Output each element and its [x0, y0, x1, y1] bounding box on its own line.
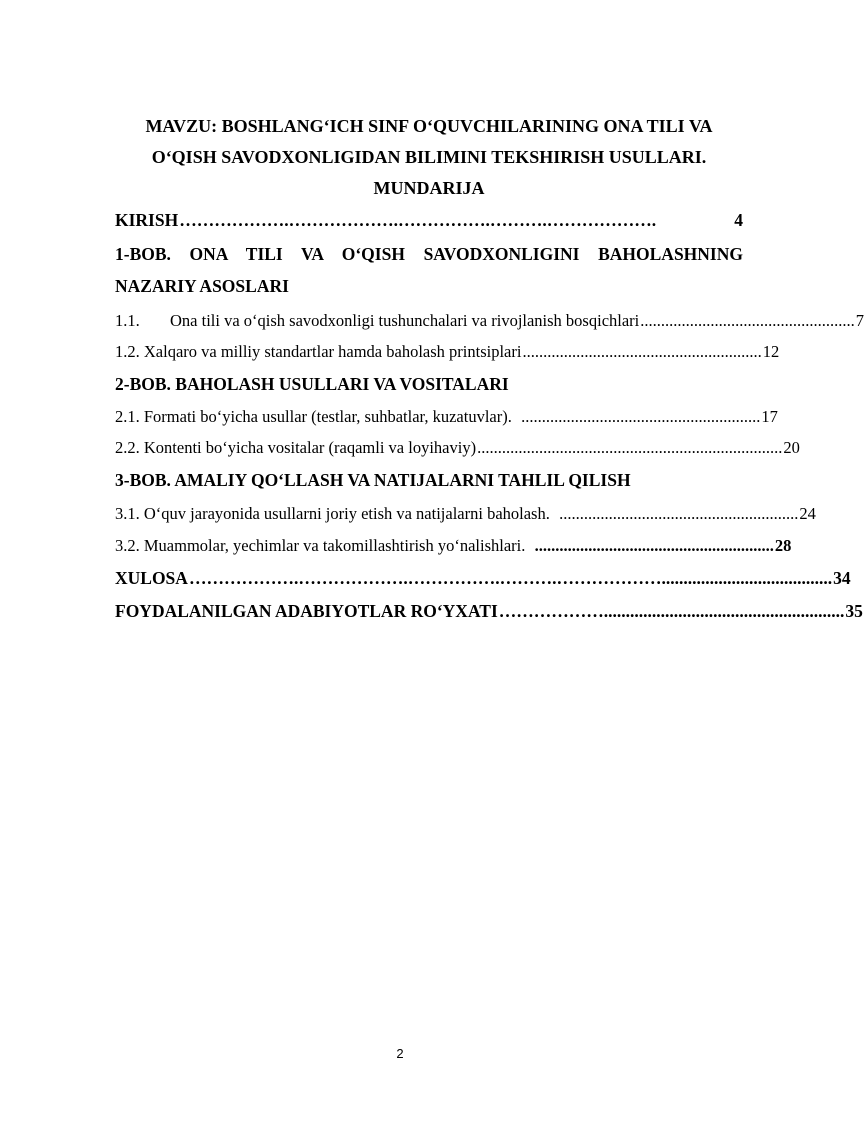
toc-page-number: 20 — [783, 438, 800, 457]
toc-entry-1-2[interactable] — [115, 342, 780, 362]
toc-entry-label: FOYDALANILGAN ADABIYOTLAR RO‘YXATI — [115, 601, 498, 621]
toc-entry-2-2[interactable] — [115, 438, 800, 458]
toc-dot-leader: .......................................................... — [559, 504, 799, 523]
topic-title-line-2: O‘QISH SAVODXONLIGIDAN BILIMINI TEKSHIRISH USULLARI. — [151, 147, 707, 167]
toc-entry-1-1[interactable] — [115, 311, 864, 331]
topic-title-line-1: MAVZU: BOSHLANG‘ICH SINF O‘QUVCHILARINING ONA TILI VA — [145, 116, 713, 136]
toc-entry-label: XULOSA — [115, 568, 188, 588]
toc-page-number: 12 — [762, 342, 780, 361]
toc-entry-label: 2.1. Formati bo‘yicha usullar (testlar, suhbatlar, kuzatuvlar). — [115, 407, 521, 426]
toc-dot-leader: ……………….……………….…………….……….………………....................................... — [188, 568, 833, 588]
toc-chapter-1-line-2[interactable]: NAZARIY ASOSLARI — [115, 276, 289, 296]
toc-entry-3-2[interactable] — [115, 536, 792, 556]
toc-entry-label: 1.2. Xalqaro va milliy standartlar hamda baholash printsiplari — [115, 342, 522, 361]
toc-entry-label: 3.2. Muammolar, yechimlar va takomillashtirish yo‘nalishlari. — [115, 536, 534, 555]
toc-page-number: 34 — [833, 568, 851, 588]
toc-dot-leader: .......................................................... — [521, 407, 761, 426]
toc-dot-leader: ……………….……………….…………….……….………………. — [179, 210, 657, 230]
toc-entry-label: KIRISH — [115, 210, 179, 230]
toc-chapter-1-line-1[interactable]: 1-BOB. ONA TILI VA O‘QISH SAVODXONLIGINI BAHOLASHNING — [115, 244, 743, 264]
toc-entry-number: 1.1. — [115, 311, 140, 330]
toc-page-number: 35 — [845, 601, 863, 621]
toc-entry-3-1[interactable] — [115, 504, 816, 524]
toc-entry-label: 2.2. Kontenti bo‘yicha vositalar (raqamli va loyihaviy) — [115, 438, 477, 457]
toc-page-number: 4 — [734, 210, 743, 230]
toc-entry-2-1[interactable] — [115, 407, 778, 427]
toc-page-number: 17 — [761, 407, 778, 426]
toc-dot-leader: .................................................... — [640, 311, 855, 330]
toc-page-number: 28 — [774, 536, 792, 555]
toc-page-number: 24 — [799, 504, 816, 523]
toc-dot-leader: .......................................................... — [534, 536, 774, 555]
toc-entry-conclusion[interactable] — [115, 568, 851, 589]
toc-chapter-2[interactable]: 2-BOB. BAHOLASH USULLARI VA VOSITALARI — [115, 374, 509, 394]
toc-entry-label: Ona tili va o‘qish savodxonligi tushunchalari va rivojlanish bosqichlari — [170, 311, 640, 330]
contents-heading: MUNDARIJA — [373, 178, 485, 198]
page-number: 2 — [396, 1046, 404, 1061]
toc-entry-references[interactable] — [115, 601, 863, 622]
toc-page-number: 7 — [855, 311, 864, 330]
toc-entry-label: 3.1. O‘quv jarayonida usullarni joriy etish va natijalarni baholash. — [115, 504, 559, 523]
toc-dot-leader: .......................................................................... — [477, 438, 783, 457]
toc-chapter-3[interactable]: 3-BOB. AMALIY QO‘LLASH VA NATIJALARNI TAHLIL QILISH — [115, 470, 631, 490]
toc-entry-intro[interactable] — [115, 210, 743, 231]
toc-dot-leader: ………………....................................................... — [498, 601, 845, 621]
toc-dot-leader: .......................................................... — [522, 342, 762, 361]
